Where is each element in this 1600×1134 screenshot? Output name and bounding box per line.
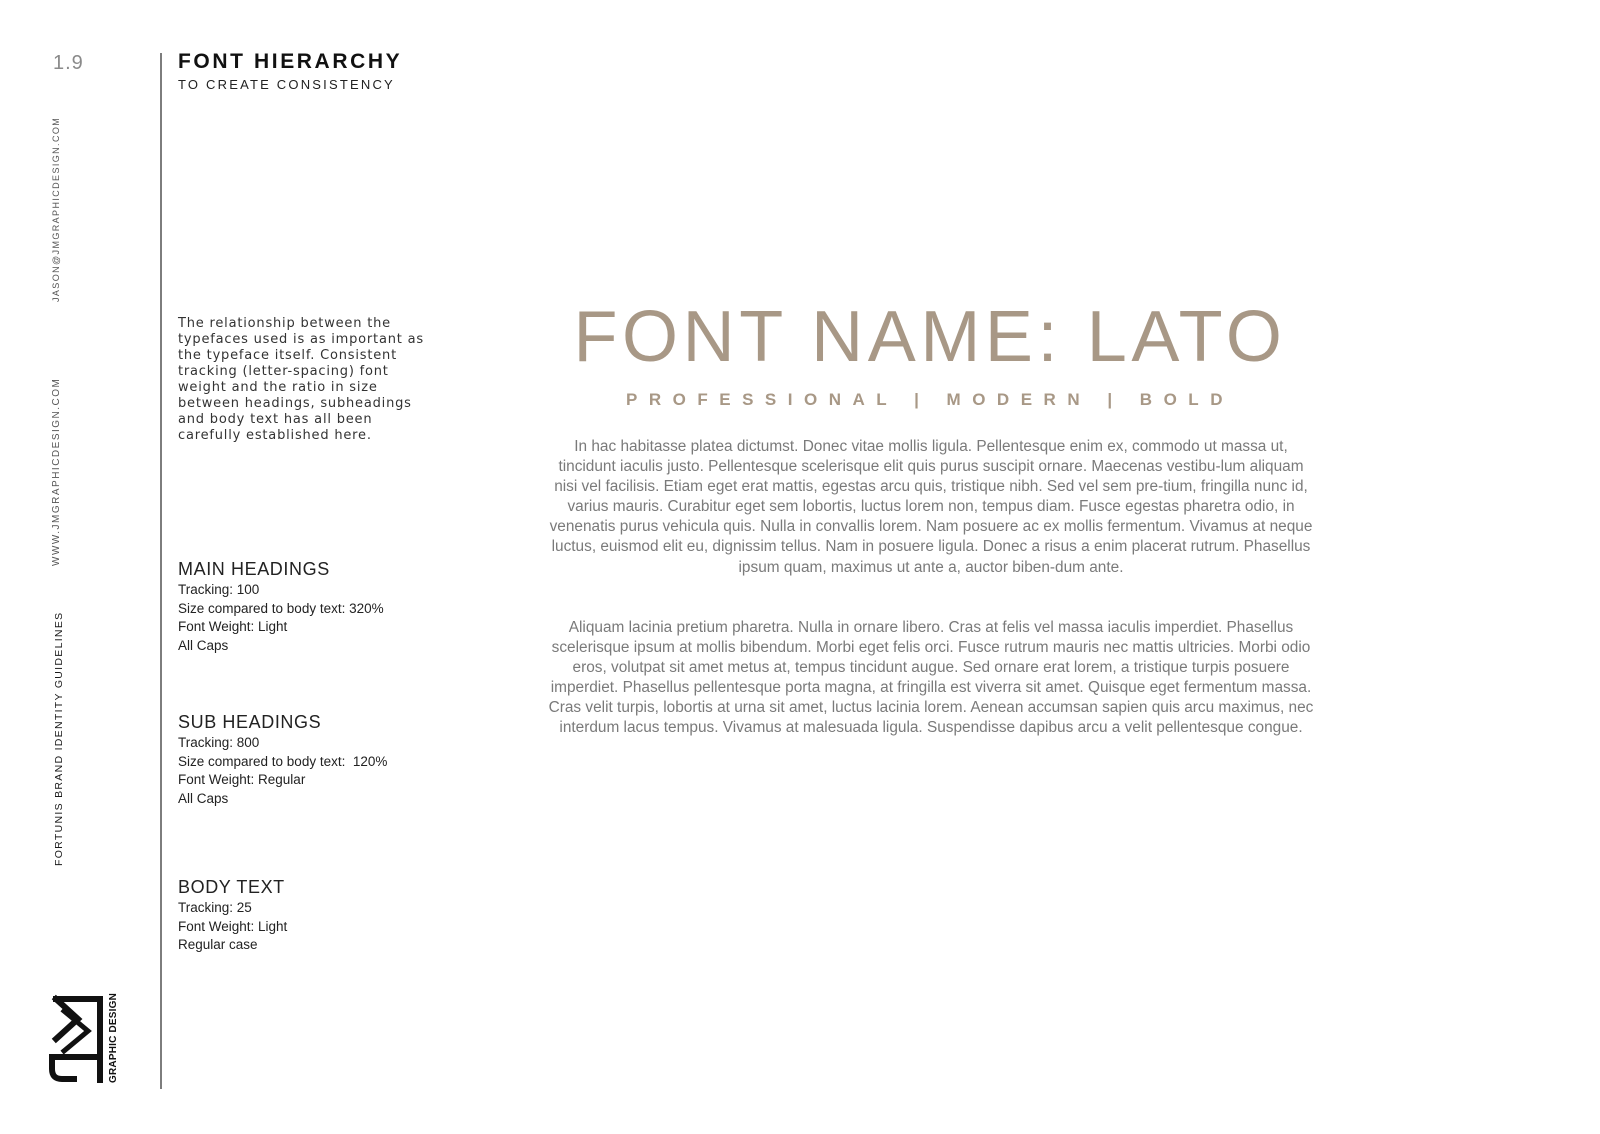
sample-paragraph-2: Aliquam lacinia pretium pharetra. Nulla in ornare libero. Cras at felis vel massa iaculis imperdiet. Phasellus scelerisque ipsum at mollis bibendum. Morbi eget felis orci. Fusce rutrum mauris nec mattis ultricies. Morbi odio eros, volutpat sit amet metus at, tempus tincidunt augue. Sed ornare erat lorem, a tristique turpis posuere imperdiet. Phasellus pellentesque porta magna, at fringilla est viverra sit amet. Quisque eget fermentum massa. Cras velit turpis, lobortis at urna sit amet, luctus lacinia lorem. Aenean accumsan sapien quis arcu maximus, nec interdum lacus tempus. Vivamus at malesuada ligula. Suspendisse dapibus arcu a velit pellentesque congue. (548, 619, 1314, 737)
spec-main-headings (178, 558, 384, 655)
spec-line: All Caps (178, 790, 229, 806)
section-subtitle: TO CREATE CONSISTENCY (178, 77, 395, 92)
spec-sub-headings (178, 711, 387, 808)
section-title: FONT HIERARCHY (178, 50, 403, 73)
spec-line: Tracking: 100 (178, 582, 260, 597)
vertical-divider (160, 53, 162, 1089)
spec-heading: SUB HEADINGS (178, 712, 322, 732)
page-number: 1.9 (53, 52, 84, 74)
spec-body-text (178, 876, 287, 955)
spec-line: All Caps (178, 637, 229, 653)
sidebar-email: JASON@JMGRAPHICDESIGN.COM (51, 116, 61, 302)
sidebar-document-title: FORTUNIS BRAND IDENTITY GUIDELINES (53, 611, 65, 866)
spec-line: Size compared to body text: 320% (178, 600, 384, 616)
spec-line: Font Weight: Light (178, 619, 288, 634)
spec-heading: BODY TEXT (178, 877, 285, 897)
spec-line: Regular case (178, 937, 258, 952)
spec-line: Font Weight: Regular (178, 772, 306, 787)
sidebar-website: WWW.JMGRAPHICDESIGN.COM (51, 377, 62, 566)
logo-caption: GRAPHIC DESIGN (108, 992, 119, 1083)
font-tagline: PROFESSIONAL | MODERN | BOLD (626, 390, 1234, 409)
sample-paragraph-1: In hac habitasse platea dictumst. Donec vitae mollis ligula. Pellentesque enim ex, commodo ut massa ut, tincidunt iaculis justo. Pellentesque scelerisque elit quis purus suscipit ornare. Maecenas vestibu-lum aliquam nisi vel facilisis. Etiam eget erat mattis, egestas arcu quis, tristique nibh. Sed vel sem pre-tium, fringilla nunc id, varius mauris. Curabitur eget sem lobortis, luctus lorem non, tempus diam. Fusce egestas pharetra odio, in venenatis purus vehicula quis. Nulla in convallis lorem. Nam posuere ac ex mollis fermentum. Vivamus at neque luctus, euismod elit eu, dignissim tellus. Nam in posuere ligula. Donec a risus a enim placerat rutrum. Phasellus ipsum quam, maximus ut ante a, auctor biben-dum ante. (549, 438, 1313, 576)
spec-heading: MAIN HEADINGS (178, 559, 330, 579)
spec-line: Tracking: 800 (178, 735, 260, 750)
spec-line: Tracking: 25 (178, 900, 252, 915)
spec-line: Font Weight: Light (178, 918, 288, 934)
spec-line: Size compared to body text: 120% (178, 753, 388, 769)
font-name-heading: FONT NAME: LATO (573, 297, 1287, 377)
intro-text: The relationship between the typefaces used is as important as the typeface itself. Consistent tracking (letter-spacing) font weight and the ratio in size between headings, subheadings and body text has all been carefully established here. (178, 316, 424, 443)
